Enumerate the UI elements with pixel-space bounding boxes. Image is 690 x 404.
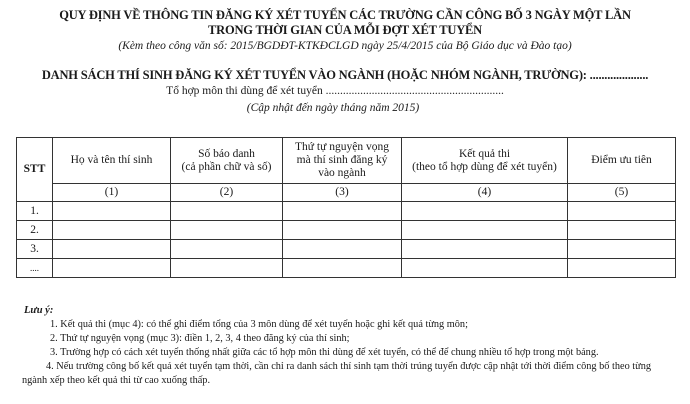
preference-label-2: mà thí sinh đăng ký: [296, 154, 388, 166]
column-header-candidate-number: [171, 138, 283, 184]
cell-preference-order: [283, 221, 402, 240]
column-header-priority-points: Điểm ưu tiên: [568, 138, 676, 184]
cell-priority-points: [568, 240, 676, 259]
cell-full-name: [53, 259, 171, 278]
cell-exam-result: [402, 259, 568, 278]
subject-combination: Tổ hợp môn thi dùng để xét tuyển ..............................................................: [166, 85, 504, 97]
exam-result-sublabel: (theo tổ hợp dùng để xét tuyển): [412, 160, 557, 173]
document-title-line1: QUY ĐỊNH VỀ THÔNG TIN ĐĂNG KÝ XÉT TUYỂN CÁC TRƯỜNG CẦN CÔNG BỐ 3 NGÀY MỘT LẦN: [59, 8, 631, 22]
cell-preference-order: [283, 202, 402, 221]
note-item-1: 1. Kết quả thi (mục 4): có thể ghi điểm tổng của 3 môn dùng để xét tuyển hoặc ghi kết quả từng môn;: [50, 319, 468, 330]
cell-full-name: [53, 202, 171, 221]
row-stt: 1.: [17, 202, 53, 221]
cell-candidate-number: [171, 259, 283, 278]
candidate-number-sublabel: (cả phần chữ và số): [181, 160, 272, 173]
notes-label: Lưu ý:: [24, 305, 54, 316]
column-header-stt: STT: [17, 138, 53, 202]
note-item-4: 4. Nếu trường công bố kết quả xét tuyển tạm thời, cần chỉ ra danh sách thí sinh tạm thời trúng tuyển được cập nhật tới thời điểm công bố theo từng ngành xếp theo kết quả thi từ cao xuống thấp.: [22, 361, 652, 386]
list-title: DANH SÁCH THÍ SINH ĐĂNG KÝ XÉT TUYỂN VÀO NGÀNH (HOẶC NHÓM NGÀNH, TRƯỜNG): ....................: [41, 68, 649, 82]
table-row: [17, 202, 676, 221]
cell-priority-points: [568, 259, 676, 278]
column-number-2: (2): [171, 184, 283, 202]
cell-preference-order: [283, 240, 402, 259]
cell-full-name: [53, 221, 171, 240]
column-header-preference-order: [283, 138, 402, 184]
cell-full-name: [53, 240, 171, 259]
cell-exam-result: [402, 240, 568, 259]
column-number-row: [17, 184, 676, 202]
cell-candidate-number: [171, 240, 283, 259]
document-title-line2: TRONG THỜI GIAN CỦA MỖI ĐỢT XÉT TUYỂN: [207, 23, 483, 37]
column-number-5: (5): [568, 184, 676, 202]
preference-label-1: Thứ tự nguyện vọng: [295, 141, 389, 153]
column-number-3: (3): [283, 184, 402, 202]
note-item-2: 2. Thứ tự nguyện vọng (mục 3): điền 1, 2, 3, 4 theo đăng ký của thí sinh;: [50, 333, 350, 344]
note-item-3: 3. Trường hợp có cách xét tuyển thống nhất giữa các tổ hợp môn thi dùng để xét tuyển, có thể để chung nhiều tổ hợp trong một bảng.: [50, 347, 599, 358]
table-header-row: [17, 138, 676, 184]
candidate-number-label: Số báo danh: [198, 147, 255, 160]
notes-section: [22, 304, 678, 388]
exam-result-label: Kết quả thi: [458, 147, 511, 160]
column-number-4: (4): [402, 184, 568, 202]
cell-priority-points: [568, 221, 676, 240]
cell-candidate-number: [171, 202, 283, 221]
reference-note: (Kèm theo công văn số: 2015/BGDĐT-KTKĐCLGD ngày 25/4/2015 của Bộ Giáo dục và Đào tạo): [118, 40, 572, 52]
table-row: [17, 221, 676, 240]
cell-preference-order: [283, 259, 402, 278]
row-stt: 2.: [17, 221, 53, 240]
table-row: [17, 240, 676, 259]
cell-exam-result: [402, 221, 568, 240]
column-header-exam-result: [402, 138, 568, 184]
column-number-1: (1): [53, 184, 171, 202]
table-row: [17, 259, 676, 278]
row-stt: 3.: [17, 240, 53, 259]
update-date: (Cập nhật đến ngày tháng năm 2015): [246, 102, 420, 114]
preference-label-3: vào ngành: [318, 167, 366, 179]
cell-priority-points: [568, 202, 676, 221]
row-stt: ....: [17, 259, 53, 278]
cell-exam-result: [402, 202, 568, 221]
column-header-full-name: Họ và tên thí sinh: [53, 138, 171, 184]
cell-candidate-number: [171, 221, 283, 240]
candidate-table: [16, 137, 676, 278]
